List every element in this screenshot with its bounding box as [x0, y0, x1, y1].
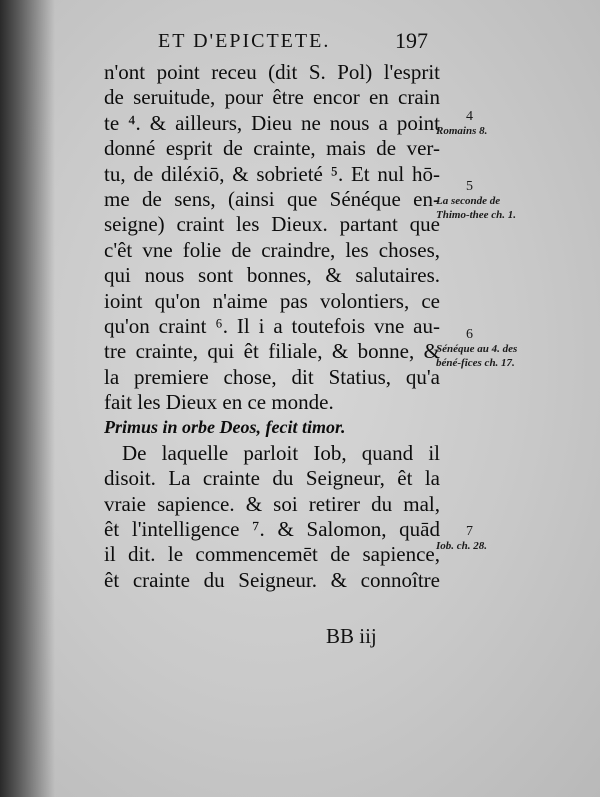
text-line: il dit. le commencemēt de sapience, [104, 542, 440, 567]
margin-note-number: 4 [466, 109, 473, 124]
catchword-signature: BB iij [326, 624, 377, 648]
text-line: n'ont point receu (dit S. Pol) l'esprit [104, 60, 440, 84]
text-line: De laquelle parloit Iob, quand il [122, 440, 440, 465]
text-line: fait les Dieux en ce monde. [104, 390, 334, 415]
text-line: vraie sapience. & soi retirer du mal, [104, 491, 440, 516]
running-head [140, 28, 440, 52]
running-head-title: ET D'EPICTETE. [158, 30, 331, 52]
margin-note [436, 180, 536, 222]
margin-note [436, 110, 536, 138]
margin-note-text: La seconde de Thimo-thee ch. 1. [436, 195, 517, 221]
page-number: 197 [395, 28, 428, 53]
margin-note-number: 6 [466, 327, 473, 342]
text-line: la premiere chose, dit Statius, qu'a [104, 364, 440, 389]
text-line: te ⁴. & ailleurs, Dieu ne nous a point [104, 110, 440, 135]
text-line: tre crainte, qui êt filiale, & bonne, & [104, 339, 440, 364]
text-line: me de sens, (ainsi que Sénéque en- [104, 186, 440, 211]
text-line: êt crainte du Seigneur. & connoître [104, 567, 440, 592]
text-line: seigne) craint les Dieux. partant que [104, 212, 440, 237]
text-line: qui nous sont bonnes, & salutaires. [104, 263, 440, 288]
text-line: tu, de diléxiō, & sobrieté ⁵. Et nul hō- [104, 161, 440, 186]
text-line: c'êt vne folie de craindre, les choses, [104, 237, 440, 262]
margin-note-number: 5 [466, 179, 473, 194]
margin-note [436, 525, 536, 553]
margin-note-text: Sénéque au 4. des béné-fices ch. 17. [436, 343, 518, 369]
text-line: de seruitude, pour être encor en crain [104, 85, 440, 110]
text-line: qu'on craint ⁶. Il i a toutefois vne au- [104, 313, 440, 338]
margin-note-text: Romains 8. [436, 125, 488, 137]
latin-quote: Primus in orbe Deos, fecit timor. [104, 417, 346, 438]
margin-note-text: Iob. ch. 28. [436, 540, 488, 552]
page-gutter-shadow [0, 0, 55, 797]
text-line: êt l'intelligence ⁷. & Salomon, quād [104, 517, 440, 542]
text-line: disoit. La crainte du Seigneur, êt la [104, 466, 440, 491]
margin-note-number: 7 [466, 524, 473, 539]
text-line: ioint qu'on n'aime pas volontiers, ce [104, 288, 440, 313]
body-text [104, 60, 440, 593]
text-line: donné esprit de crainte, mais de ver- [104, 136, 440, 161]
margin-note [436, 328, 536, 370]
